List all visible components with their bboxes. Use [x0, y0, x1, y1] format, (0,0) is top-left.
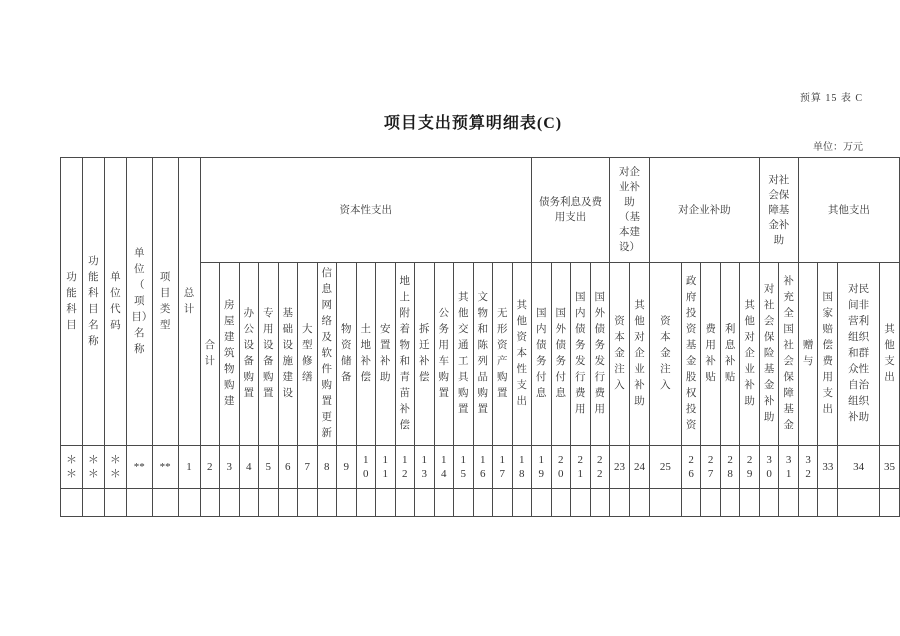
empty-cell [512, 489, 532, 517]
col-header-34: 对民间非营利组织和群众性自治组织补助 [838, 263, 880, 446]
value-project-type: ** [152, 446, 178, 489]
header-function-subject-name: 功能科目名称 [82, 158, 104, 446]
value-col-24: 24 [630, 446, 650, 489]
empty-cell [681, 489, 701, 517]
value-col-21: 21 [571, 446, 591, 489]
header-grand-total: 总计 [178, 158, 200, 446]
empty-cell [239, 489, 259, 517]
col-header-19: 国内债务付息 [532, 263, 552, 446]
empty-cell [779, 489, 799, 517]
empty-cell [200, 489, 220, 517]
empty-cell [838, 489, 880, 517]
value-col-5: 5 [259, 446, 279, 489]
value-col-19: 19 [532, 446, 552, 489]
value-col-13: 13 [415, 446, 435, 489]
value-col-23: 23 [610, 446, 630, 489]
col-header-33: 国家赔偿费用支出 [818, 263, 838, 446]
col-header-4: 办公设备购置 [239, 263, 259, 446]
empty-cell [178, 489, 200, 517]
empty-cell [532, 489, 552, 517]
empty-cell [740, 489, 760, 517]
col-header-17: 无形资产购置 [493, 263, 513, 446]
header-unit-code: 单位代码 [104, 158, 126, 446]
empty-cell [879, 489, 899, 517]
empty-cell [395, 489, 415, 517]
empty-cell [818, 489, 838, 517]
col-header-7: 大型修缮 [298, 263, 318, 446]
value-col-22: 22 [590, 446, 610, 489]
empty-cell [317, 489, 337, 517]
unit-note: 单位：万元 [813, 142, 863, 153]
col-header-3: 房屋建筑物购建 [220, 263, 240, 446]
value-col-20: 20 [551, 446, 571, 489]
empty-cell [590, 489, 610, 517]
empty-cell [798, 489, 818, 517]
col-header-24: 其他对企业补助 [630, 263, 650, 446]
group-debt-interest-and-fees: 债务利息及费用支出 [532, 158, 610, 263]
value-col-15: 15 [454, 446, 474, 489]
value-col-17: 17 [493, 446, 513, 489]
empty-cell [493, 489, 513, 517]
col-header-18: 其他资本性支出 [512, 263, 532, 446]
value-col-27: 27 [701, 446, 721, 489]
value-col-9: 9 [337, 446, 357, 489]
group-enterprise-subsidy: 对企业补助 [649, 158, 759, 263]
header-function-subject: 功能科目 [61, 158, 83, 446]
value-col-30: 30 [759, 446, 779, 489]
value-col-32: 32 [798, 446, 818, 489]
empty-cell [82, 489, 104, 517]
col-header-20: 国外债务付息 [551, 263, 571, 446]
col-header-11: 安置补助 [376, 263, 396, 446]
empty-cell [701, 489, 721, 517]
empty-data-row [61, 489, 900, 517]
empty-cell [551, 489, 571, 517]
empty-cell [61, 489, 83, 517]
empty-cell [152, 489, 178, 517]
empty-cell [298, 489, 318, 517]
empty-cell [454, 489, 474, 517]
page-title: 项目支出预算明细表(C) [383, 115, 563, 132]
col-header-2: 合计 [200, 263, 220, 446]
value-col-18: 18 [512, 446, 532, 489]
empty-cell [473, 489, 493, 517]
value-col-35: 35 [879, 446, 899, 489]
value-col-2: 2 [200, 446, 220, 489]
header-project-type: 项目类型 [152, 158, 178, 446]
value-col-10: 10 [356, 446, 376, 489]
empty-cell [376, 489, 396, 517]
value-col-25: 25 [649, 446, 681, 489]
empty-cell [415, 489, 435, 517]
group-social-security-fund-subsidy: 对社会保障基金补助 [759, 158, 798, 263]
empty-cell [356, 489, 376, 517]
value-unit-project-name: ** [126, 446, 152, 489]
empty-cell [259, 489, 279, 517]
col-header-21: 国内债务发行费用 [571, 263, 591, 446]
empty-cell [630, 489, 650, 517]
col-header-14: 公务用车购置 [434, 263, 454, 446]
column-number-row [61, 446, 900, 489]
col-header-5: 专用设备购置 [259, 263, 279, 446]
value-col-8: 8 [317, 446, 337, 489]
empty-cell [104, 489, 126, 517]
value-unit-code: ＊＊ [104, 446, 126, 489]
value-function-subject-name: ＊＊ [82, 446, 104, 489]
doc-ref: 预算 15 表 C [799, 93, 863, 104]
empty-cell [649, 489, 681, 517]
col-header-6: 基础设施建设 [278, 263, 298, 446]
budget-table [60, 157, 900, 517]
value-col-26: 26 [681, 446, 701, 489]
col-header-9: 物资储备 [337, 263, 357, 446]
col-header-31: 补充全国社会保障基金 [779, 263, 799, 446]
col-header-32: 赠与 [798, 263, 818, 446]
value-function-subject: ＊＊ [61, 446, 83, 489]
empty-cell [759, 489, 779, 517]
empty-cell [126, 489, 152, 517]
value-col-34: 34 [838, 446, 880, 489]
value-col-16: 16 [473, 446, 493, 489]
value-col-11: 11 [376, 446, 396, 489]
col-header-16: 文物和陈列品购置 [473, 263, 493, 446]
empty-cell [337, 489, 357, 517]
value-col-12: 12 [395, 446, 415, 489]
value-col-28: 28 [720, 446, 740, 489]
value-col-3: 3 [220, 446, 240, 489]
empty-cell [610, 489, 630, 517]
col-header-8: 信息网络及软件购置更新 [317, 263, 337, 446]
col-header-27: 费用补贴 [701, 263, 721, 446]
header-unit-project-name: 单位（项目）名称 [126, 158, 152, 446]
value-col-14: 14 [434, 446, 454, 489]
col-header-26: 政府投资基金股权投资 [681, 263, 701, 446]
value-col-31: 31 [779, 446, 799, 489]
value-col-29: 29 [740, 446, 760, 489]
col-header-29: 其他对企业补助 [740, 263, 760, 446]
col-header-28: 利息补贴 [720, 263, 740, 446]
value-col-33: 33 [818, 446, 838, 489]
col-header-10: 土地补偿 [356, 263, 376, 446]
value-col-7: 7 [298, 446, 318, 489]
header-group-row [61, 158, 900, 263]
group-capital-expenditure: 资本性支出 [200, 158, 532, 263]
empty-cell [571, 489, 591, 517]
col-header-35: 其他支出 [879, 263, 899, 446]
empty-cell [434, 489, 454, 517]
col-header-22: 国外债务发行费用 [590, 263, 610, 446]
value-col-4: 4 [239, 446, 259, 489]
col-header-15: 其他交通工具购置 [454, 263, 474, 446]
col-header-25: 资本金注入 [649, 263, 681, 446]
empty-cell [278, 489, 298, 517]
col-header-12: 地上附着物和青苗补偿 [395, 263, 415, 446]
col-header-13: 拆迁补偿 [415, 263, 435, 446]
group-enterprise-subsidy-capital-construction: 对企业补助（基本建设） [610, 158, 650, 263]
group-other-expenditure: 其他支出 [798, 158, 899, 263]
empty-cell [220, 489, 240, 517]
empty-cell [720, 489, 740, 517]
value-col-6: 6 [278, 446, 298, 489]
value-grand-total: 1 [178, 446, 200, 489]
col-header-23: 资本金注入 [610, 263, 630, 446]
col-header-30: 对社会保险基金补助 [759, 263, 779, 446]
